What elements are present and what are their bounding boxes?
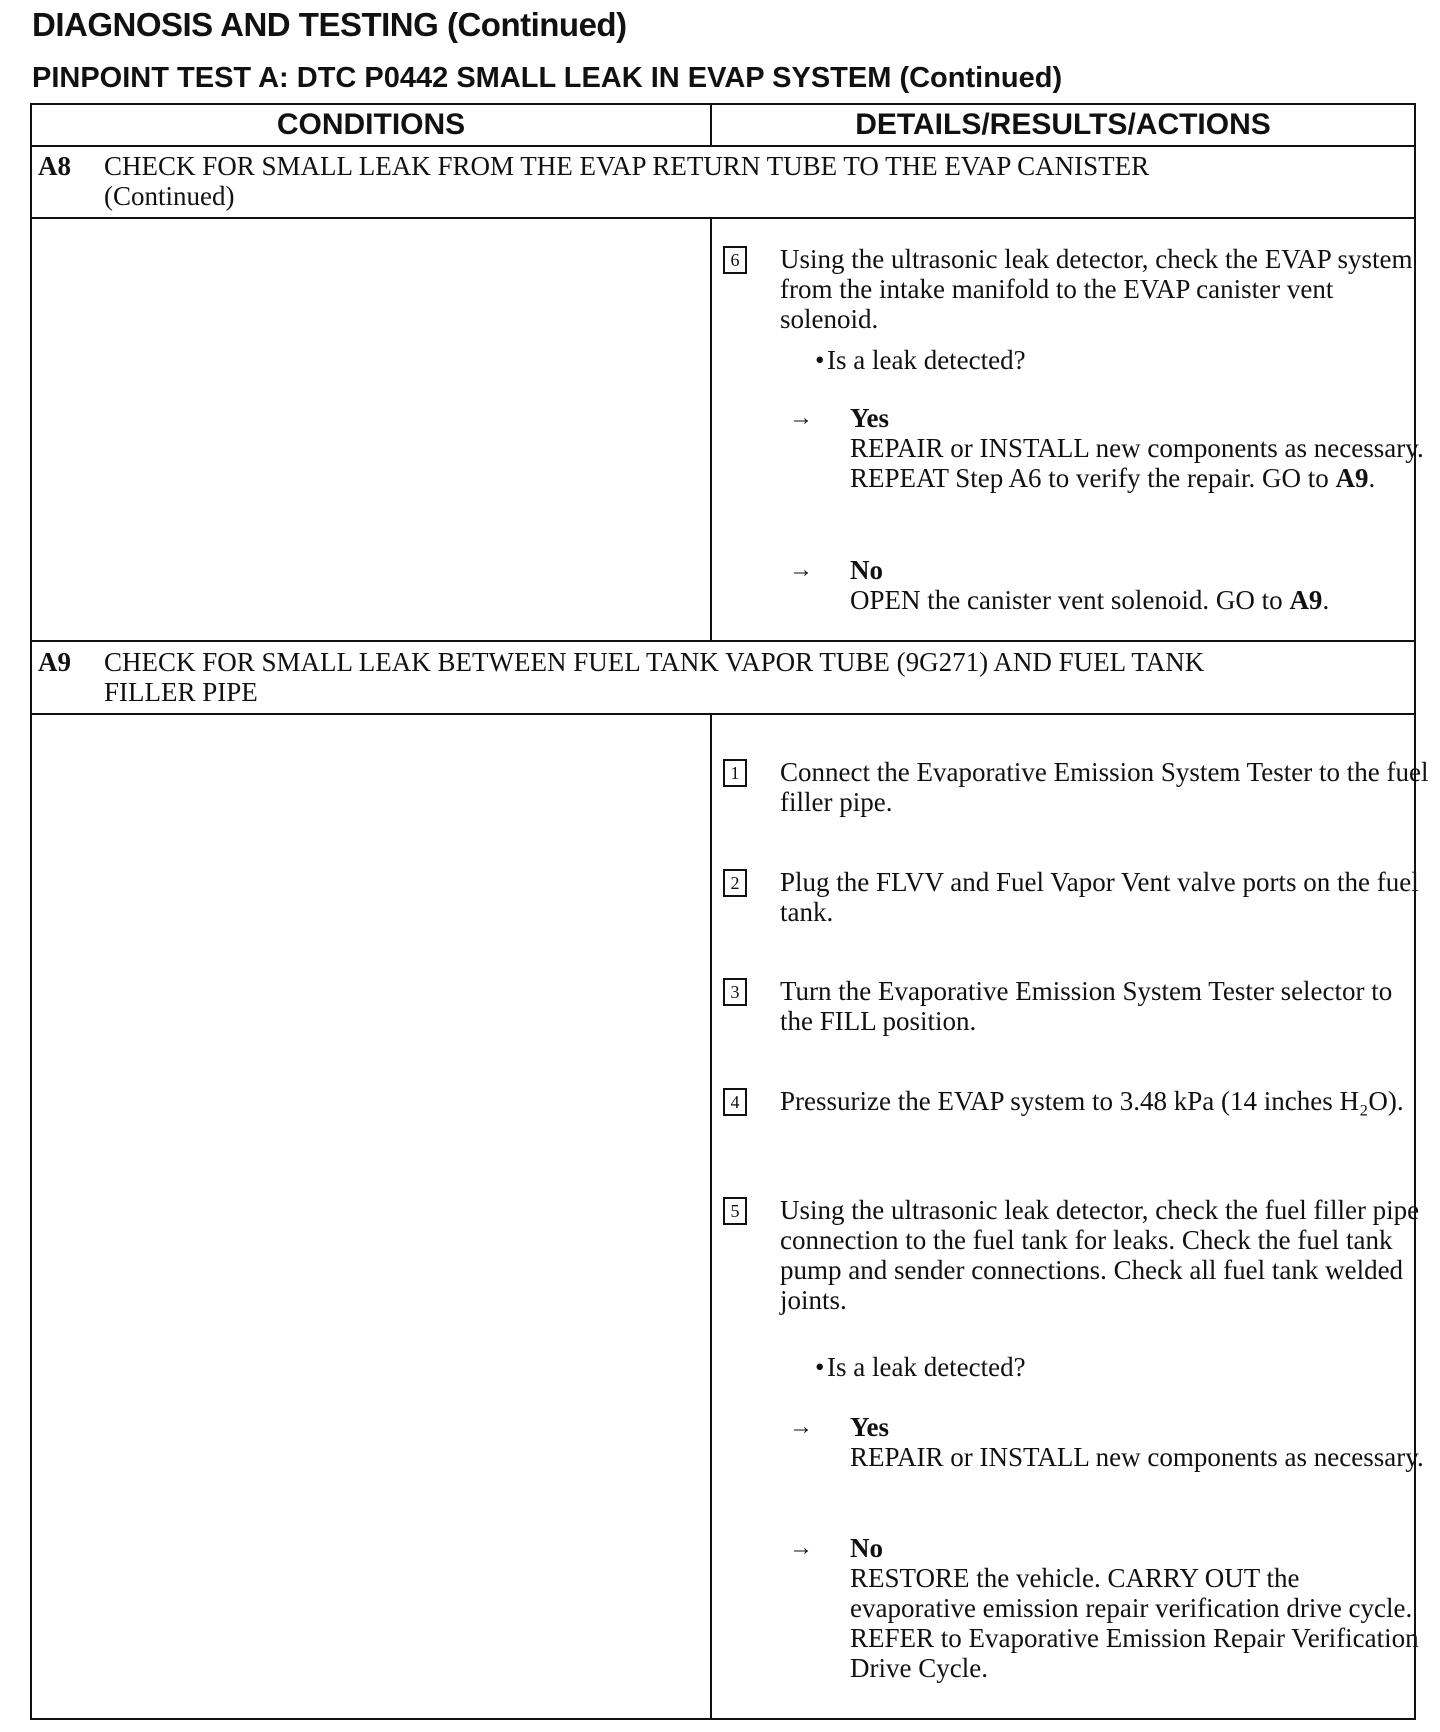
step-title-a9: CHECK FOR SMALL LEAK BETWEEN FUEL TANK VAPOR TUBE (9G271) AND FUEL TANK FILLER PIPE — [104, 647, 1205, 707]
step-instruction: Using the ultrasonic leak detector, check the fuel filler pipe connection to the fuel tank for leaks. Check the fuel tank pump and sender connections. Check all fuel tank welded joints. — [780, 1195, 1420, 1315]
step-number-box: 2 — [723, 869, 747, 897]
pinpoint-test-title: PINPOINT TEST A: DTC P0442 SMALL LEAK IN EVAP SYSTEM (Continued) — [32, 62, 1063, 94]
answer-no: No OPEN the canister vent solenoid. GO to A9. — [850, 555, 1430, 615]
question-text: Is a leak detected? — [827, 1352, 1026, 1382]
page-heading: DIAGNOSIS AND TESTING (Continued) — [32, 6, 627, 43]
divider — [32, 145, 1414, 147]
step-instruction: Using the ultrasonic leak detector, check the EVAP system from the intake manifold to the EVAP canister vent solenoid. — [780, 244, 1413, 334]
bullet: • — [815, 345, 825, 375]
step-title-a8: CHECK FOR SMALL LEAK FROM THE EVAP RETURN TUBE TO THE EVAP CANISTER (Continued) — [104, 151, 1150, 211]
column-header-details: DETAILS/RESULTS/ACTIONS — [855, 108, 1271, 141]
bullet: • — [815, 1352, 825, 1382]
step-number-box: 3 — [723, 978, 747, 1006]
step-instruction: Pressurize the EVAP system to 3.48 kPa (14 inches H₂O). — [780, 1086, 1404, 1116]
answer-yes-label: Yes — [850, 1412, 889, 1442]
column-divider — [710, 105, 712, 145]
divider — [32, 640, 1414, 642]
answer-no-label: No — [850, 1533, 883, 1563]
arrow-icon: → — [789, 1535, 813, 1561]
pinpoint-test-table — [30, 103, 1429, 1720]
arrow-icon: → — [789, 1414, 813, 1440]
divider — [32, 713, 1414, 715]
answer-no: No RESTORE the vehicle. CARRY OUT the evaporative emission repair verification drive cycle. REFER to Evaporative Emission Repair Verification Drive Cycle. — [850, 1533, 1430, 1683]
column-header-conditions: CONDITIONS — [276, 108, 466, 141]
answer-yes-label: Yes — [850, 403, 889, 433]
step-id-a9: A9 — [38, 647, 71, 677]
step-number-box: 5 — [723, 1197, 747, 1225]
step-number-box: 6 — [723, 246, 747, 274]
answer-yes: Yes REPAIR or INSTALL new components as necessary. REPEAT Step A6 to verify the repair. GO to A9. — [850, 403, 1430, 493]
step-id-a8: A8 — [38, 151, 71, 181]
step-instruction: Turn the Evaporative Emission System Tester selector to the FILL position. — [780, 976, 1393, 1036]
column-divider — [710, 217, 712, 640]
step-number-box: 4 — [723, 1088, 747, 1116]
answer-yes: Yes REPAIR or INSTALL new components as necessary. — [850, 1412, 1430, 1472]
arrow-icon: → — [789, 405, 813, 431]
arrow-icon: → — [789, 557, 813, 583]
question-text: Is a leak detected? — [827, 345, 1026, 375]
column-divider — [710, 713, 712, 1718]
divider — [32, 217, 1414, 219]
step-number-box: 1 — [723, 759, 747, 787]
answer-no-label: No — [850, 555, 883, 585]
step-instruction: Connect the Evaporative Emission System Tester to the fuel filler pipe. — [780, 757, 1429, 817]
step-instruction: Plug the FLVV and Fuel Vapor Vent valve ports on the fuel tank. — [780, 867, 1419, 927]
